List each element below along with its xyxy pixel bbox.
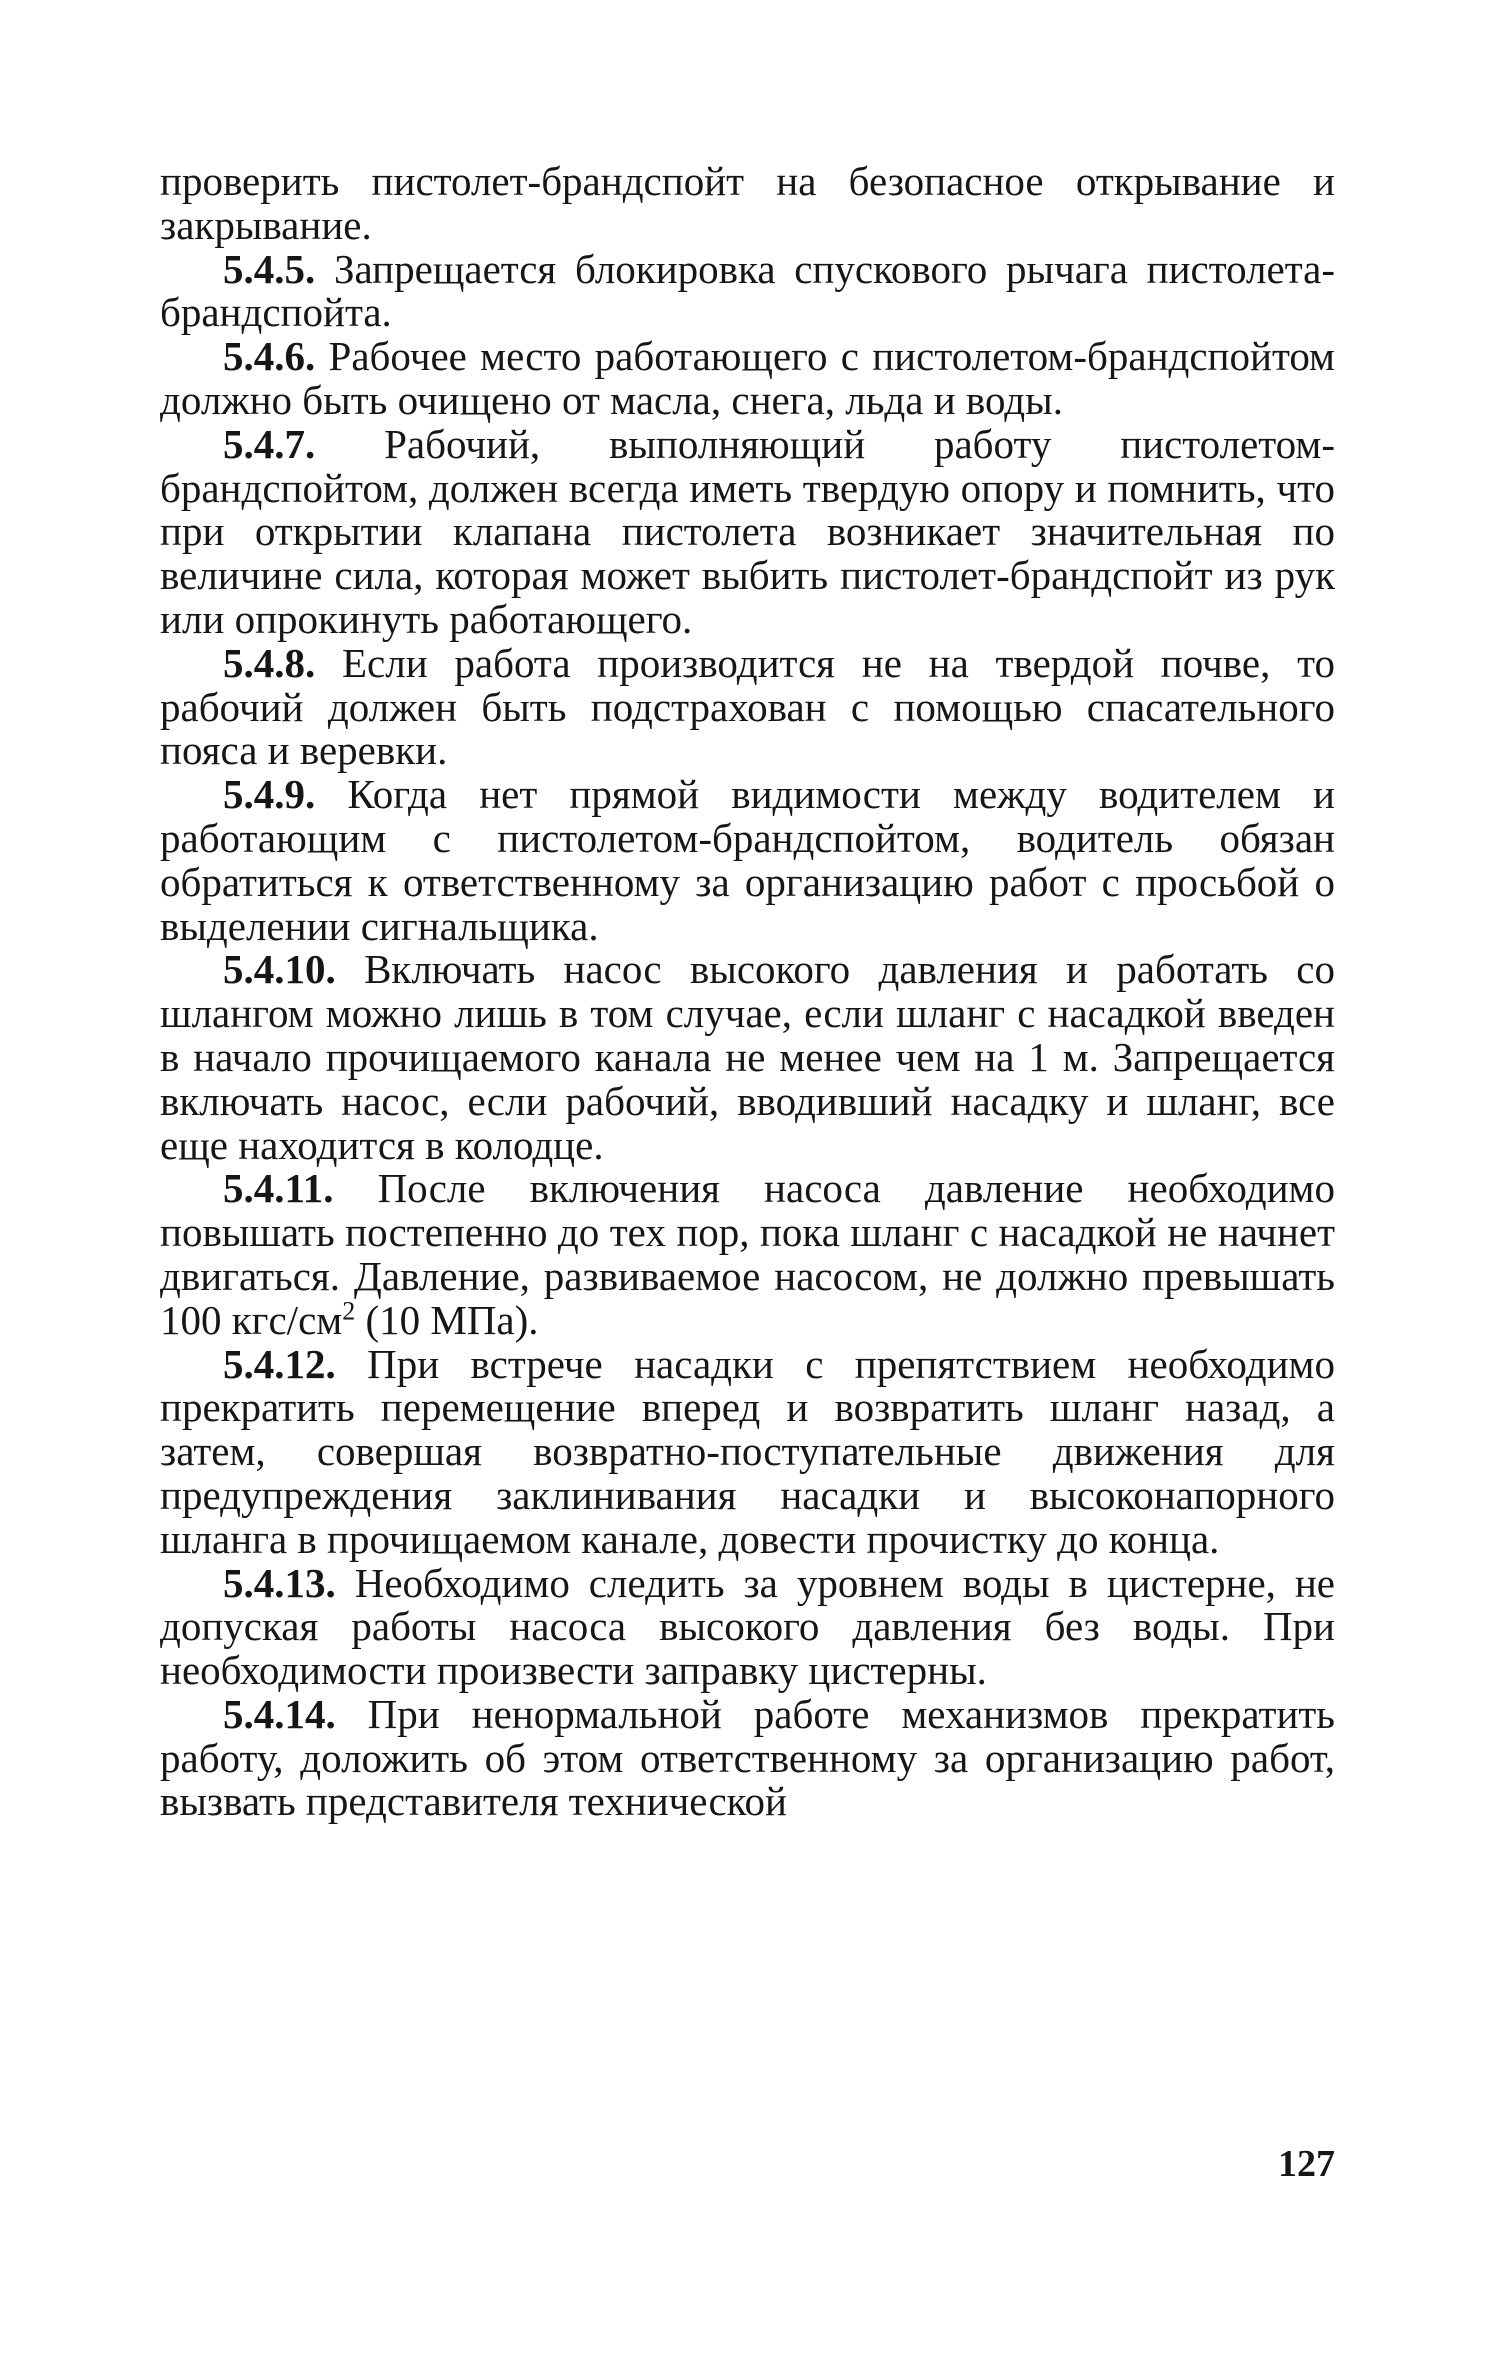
paragraph-number: 5.4.9. bbox=[223, 771, 316, 818]
paragraph-5-4-6 bbox=[160, 335, 1335, 423]
paragraph-number: 5.4.11. bbox=[223, 1165, 334, 1212]
paragraph-text: Когда нет прямой видимости между водителем и работающим с пистолетом-брандспойтом, водитель обязан обратиться к ответственному за организацию работ с просьбой о выделении сигнальщика. bbox=[160, 771, 1335, 949]
paragraph-5-4-10 bbox=[160, 948, 1335, 1167]
paragraph-5-4-5 bbox=[160, 245, 1335, 336]
paragraph-text: При ненормальной работе механизмов прекратить работу, доложить об этом ответственному за организацию работ, вызвать представителя технической bbox=[160, 1690, 1335, 1825]
paragraph-text: Рабочий, выполняющий работу пистолетом-брандспойтом, должен всегда иметь твердую опору и помнить, что при открытии клапана пистолета возникает значительная по величине сила, которая может выбить пистолет-брандспойт из рук или опрокинуть работающего. bbox=[160, 420, 1335, 642]
paragraph-5-4-8 bbox=[160, 639, 1335, 774]
paragraph-continuation bbox=[160, 160, 1335, 248]
paragraph-text: Включать насос высокого давления и работать со шлангом можно лишь в том случае, если шланг с насадкой введен в начало прочищаемого канала не менее чем на 1 м. Запрещается включать насос, если рабочий, вводивший насадку и шланг, все еще находится в колодце. bbox=[160, 946, 1335, 1168]
paragraph-text-tail: (10 МПа). bbox=[355, 1296, 539, 1343]
paragraph-5-4-12 bbox=[160, 1340, 1335, 1562]
paragraph-number: 5.4.13. bbox=[223, 1559, 336, 1606]
paragraph-5-4-9 bbox=[160, 773, 1335, 948]
paragraph-5-4-13 bbox=[160, 1559, 1335, 1694]
paragraph-number: 5.4.10. bbox=[223, 946, 336, 993]
paragraph-text: Запрещается блокировка спускового рычага пистолета-брандспойта. bbox=[160, 245, 1335, 336]
paragraph-number: 5.4.6. bbox=[223, 333, 316, 380]
paragraph-number: 5.4.5. bbox=[223, 245, 316, 292]
page-number: 127 bbox=[1278, 2143, 1335, 2185]
paragraph-text: Необходимо следить за уровнем воды в цистерне, не допуская работы насоса высокого давления без воды. При необходимости произвести заправку цистерны. bbox=[160, 1559, 1335, 1694]
superscript: 2 bbox=[342, 1296, 356, 1326]
paragraph-number: 5.4.14. bbox=[223, 1690, 336, 1737]
paragraph-text: При встрече насадки с препятствием необходимо прекратить перемещение вперед и возвратить шланг назад, а затем, совершая возвратно-поступательные движения для предупреждения заклинивания насадки и высоконапорного шланга в прочищаемом канале, довести прочистку до конца. bbox=[160, 1340, 1335, 1562]
paragraph-number: 5.4.8. bbox=[223, 639, 316, 686]
paragraph-number: 5.4.12. bbox=[223, 1340, 336, 1387]
paragraph-5-4-14 bbox=[160, 1690, 1335, 1825]
paragraph-text: Если работа производится не на твердой почве, то рабочий должен быть подстрахован с помощью спасательного пояса и веревки. bbox=[160, 639, 1335, 774]
paragraph-5-4-7 bbox=[160, 420, 1335, 642]
paragraph-text: проверить пистолет-брандспойт на безопасное открывание и закрывание. bbox=[160, 158, 1335, 248]
document-page bbox=[160, 160, 1335, 1824]
paragraph-text: После включения насоса давление необходимо повышать постепенно до тех пор, пока шланг с насадкой не начнет двигаться. Давление, развиваемое насосом, не должно превышать 100 кгс/см bbox=[160, 1165, 1336, 1343]
paragraph-5-4-11 bbox=[160, 1167, 1335, 1342]
paragraph-text: Рабочее место работающего с пистолетом-брандспойтом должно быть очищено от масла, снега, льда и воды. bbox=[160, 333, 1335, 423]
paragraph-number: 5.4.7. bbox=[223, 420, 316, 467]
